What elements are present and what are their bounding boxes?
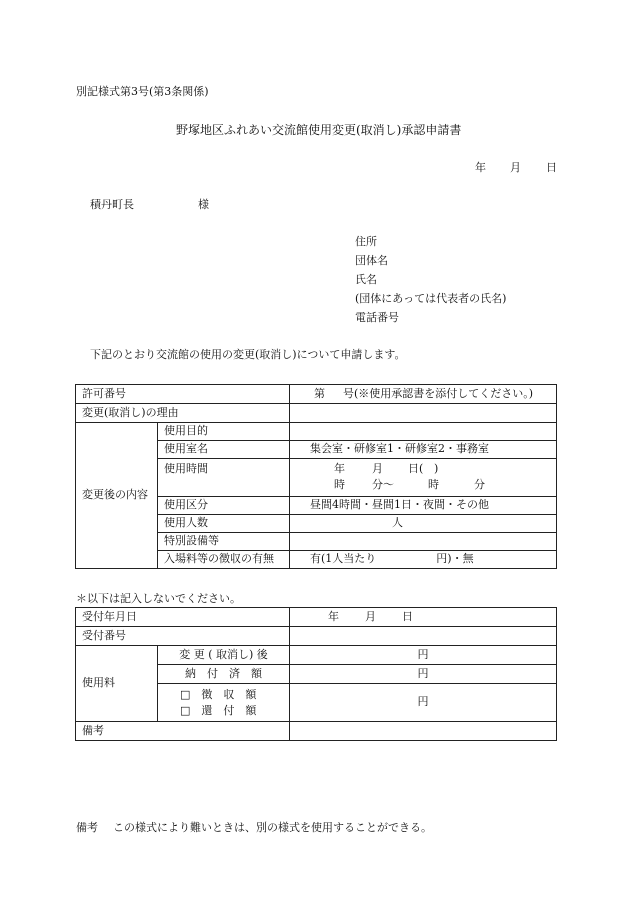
permit-number-cell[interactable] (290, 385, 557, 404)
remarks-field[interactable] (290, 722, 557, 741)
time-minute-end: 分 (474, 478, 485, 491)
fee-collection-field[interactable] (290, 551, 557, 569)
people-unit: 人 (392, 516, 403, 530)
form-number: 別記様式第3号(第3条関係) (76, 85, 209, 98)
received-day: 日 (402, 609, 413, 623)
changed-content-label: 変更後の内容 (76, 423, 158, 569)
received-year: 年 (328, 609, 339, 623)
time-month: 月 (372, 462, 383, 475)
collect-amount-checkbox[interactable]: □ 徴 収 額 (180, 687, 257, 701)
date-year: 年 (475, 161, 486, 174)
permit-number-go: 号(※使用承認書を添付してください。) (343, 386, 534, 400)
after-change-label: 変 更 ( 取消し) 後 (158, 646, 290, 665)
received-month: 月 (365, 609, 376, 623)
after-change-yen: 円 (417, 647, 429, 661)
equipment-field[interactable] (290, 533, 557, 551)
category-value: 昼間4時間・昼間1日・夜間・その他 (310, 498, 489, 512)
received-number-label: 受付番号 (76, 627, 290, 646)
refund-amount-checkbox[interactable]: □ 還 付 額 (180, 703, 257, 717)
time-close-paren: ) (434, 462, 439, 475)
time-minute-start: 分〜 (372, 478, 394, 491)
change-reason-label: 変更(取消し)の理由 (76, 404, 290, 423)
usage-fee-label: 使用料 (76, 646, 158, 722)
purpose-label: 使用目的 (158, 423, 290, 441)
application-table (75, 384, 557, 569)
change-reason-field[interactable] (290, 404, 557, 423)
collect-refund-options[interactable] (158, 684, 290, 722)
footer-note-text: この様式により難いときは、別の様式を使用することができる。 (113, 821, 432, 834)
people-field[interactable] (290, 515, 557, 533)
received-number-field[interactable] (290, 627, 557, 646)
room-value: 集会室・研修室1・研修室2・事務室 (310, 442, 489, 456)
paid-amount-label: 納 付 済 額 (158, 665, 290, 684)
permit-number-dai: 第 (314, 386, 325, 400)
applicant-phone-label: 電話番号 (355, 311, 399, 324)
after-change-amount[interactable] (290, 646, 557, 665)
category-label: 使用区分 (158, 497, 290, 515)
office-use-table (75, 607, 557, 741)
applicant-group-label: 団体名 (355, 254, 388, 267)
paid-yen: 円 (417, 666, 429, 680)
addressee-honorific: 様 (198, 198, 209, 211)
fee-collection-label: 入場料等の徴収の有無 (158, 551, 290, 569)
purpose-field[interactable] (290, 423, 557, 441)
time-label: 使用時間 (158, 459, 290, 497)
applicant-rep-note: (団体にあっては代表者の氏名) (355, 292, 507, 305)
footer-note-label: 備考 (76, 821, 98, 834)
fee-collection-per-person: 有(1人当たり (310, 552, 377, 566)
received-date-field[interactable] (290, 608, 557, 627)
fee-collection-yen-none: 円)・無 (436, 552, 474, 566)
time-year: 年 (334, 462, 345, 475)
time-day: 日( (408, 462, 424, 475)
date-month: 月 (510, 161, 521, 174)
time-hour-end: 時 (428, 478, 439, 491)
addressee-name: 積丹町長 (90, 198, 134, 211)
applicant-name-label: 氏名 (355, 273, 377, 286)
equipment-label: 特別設備等 (158, 533, 290, 551)
remarks-label: 備考 (76, 722, 290, 741)
received-date-label: 受付年月日 (76, 608, 290, 627)
applicant-address-label: 住所 (355, 235, 377, 248)
time-hour-start: 時 (334, 478, 345, 491)
form-title: 野塚地区ふれあい交流館使用変更(取消し)承認申請書 (176, 123, 462, 137)
collect-refund-yen: 円 (417, 695, 429, 709)
intro-text: 下記のとおり交流館の使用の変更(取消し)について申請します。 (90, 348, 406, 361)
paid-amount[interactable] (290, 665, 557, 684)
category-options[interactable] (290, 497, 557, 515)
time-field[interactable] (290, 459, 557, 497)
room-options[interactable] (290, 441, 557, 459)
people-label: 使用人数 (158, 515, 290, 533)
permit-number-label: 許可番号 (76, 385, 290, 404)
collect-refund-amount[interactable] (290, 684, 557, 722)
room-label: 使用室名 (158, 441, 290, 459)
date-day: 日 (546, 161, 557, 174)
office-use-note: ＊以下は記入しないでください。 (76, 592, 241, 605)
